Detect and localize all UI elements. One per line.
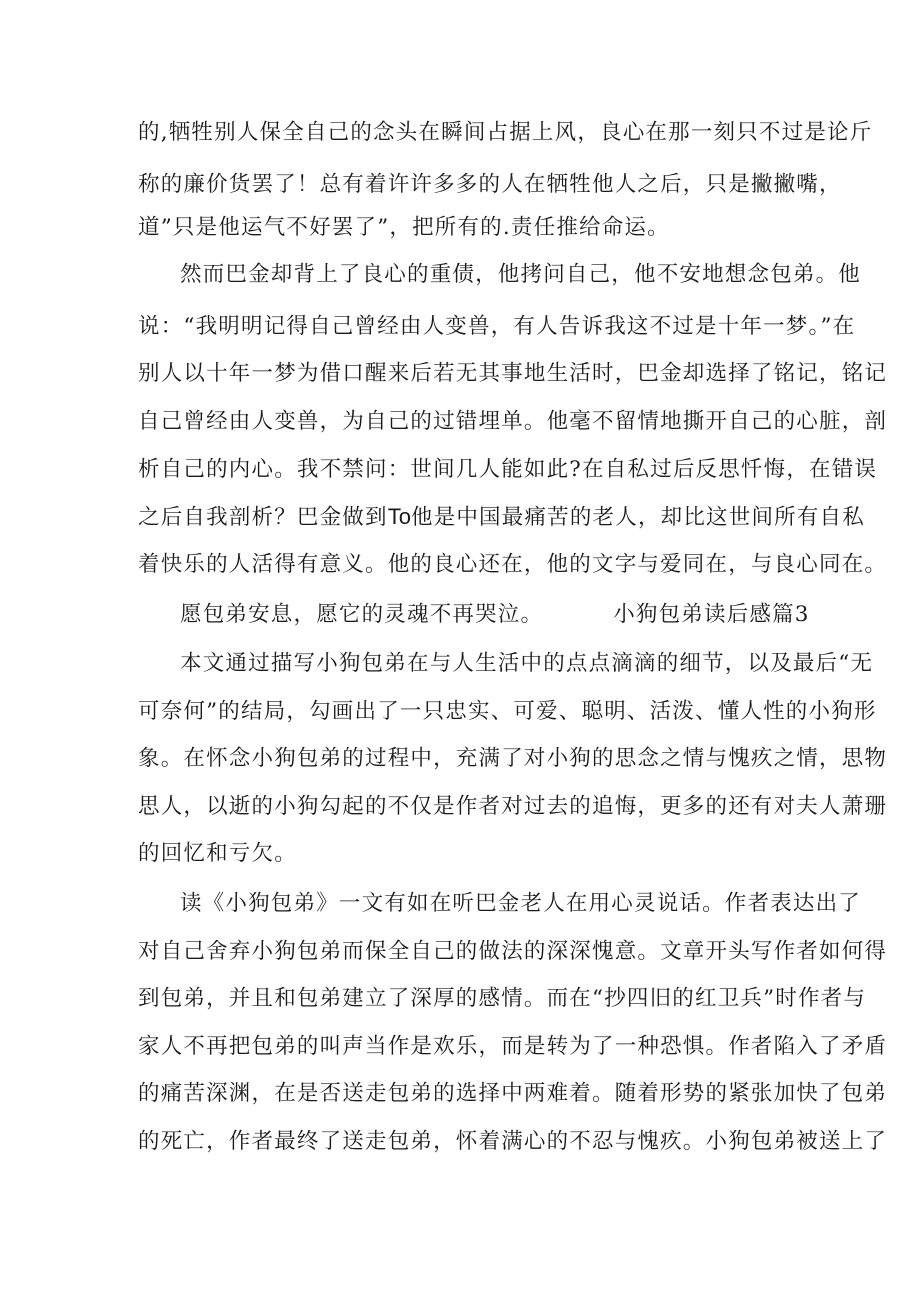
text-line: 家人不再把包弟的叫声当作是欢乐，而是转为了一种恐惧。作者陷入了矛盾 — [138, 1034, 888, 1059]
inline-latin-text: To — [387, 504, 411, 529]
text-line: 对自己舍弃小狗包弟而保全自己的做法的深深愧意。文章开头写作者如何得 — [138, 939, 888, 964]
paragraph-start: 然而巴金却背上了良心的重债，他拷问自己，他不安地想念包弟。他 — [180, 262, 862, 287]
text-line: 析自己的内心。我不禁问：世间几人能如此?在自私过后反思忏悔，在错误 — [138, 457, 878, 482]
section-heading: 小狗包弟读后感篇3 — [613, 602, 810, 627]
paragraph-start: 本文通过描写小狗包弟在与人生活中的点点滴滴的细节，以及最后“无 — [180, 651, 874, 676]
text-line: 到包弟，并且和包弟建立了深厚的感情。而在“抄四旧的红卫兵”时作者与 — [138, 986, 867, 1011]
text-line: 象。在怀念小狗包弟的过程中，充满了对小狗的思念之情与愧疚之情，思物 — [138, 746, 888, 771]
text-line: 的回忆和亏欠。 — [138, 841, 297, 866]
text-line: 的死亡，作者最终了送走包弟，怀着满心的不忍与愧疚。小狗包弟被送上了 — [138, 1129, 888, 1154]
text-segment: 他是中国最痛苦的老人，却比这世间所有自私 — [410, 505, 865, 530]
text-line: 别人以十年一梦为借口醒来后若无其事地生活时，巴金却选择了铭记，铭记 — [138, 361, 888, 386]
text-line: 道”只是他运气不好罢了”，把所有的.责任推给命运。 — [138, 215, 670, 240]
text-line: 思人，以逝的小狗勾起的不仅是作者对过去的追悔，更多的还有对夫人萧珊 — [138, 794, 888, 819]
paragraph-start: 读《小狗包弟》一文有如在听巴金老人在用心灵说话。作者表达出了 — [180, 891, 862, 916]
text-segment: 愿包弟安息，愿它的灵魂不再哭泣。 — [180, 602, 544, 627]
text-line: 称的廉价货罢了！总有着许许多多的人在牺牲他人之后，只是撇撇嘴， — [138, 172, 842, 197]
text-line: 自己曾经由人变兽，为自己的过错埋单。他毫不留情地撕开自己的心脏，剖 — [138, 409, 888, 434]
text-segment: 之后自我剖析？巴金做到 — [138, 505, 388, 530]
closing-line — [180, 600, 840, 630]
text-line: 可奈何”的结局，勾画出了一只忠实、可爱、聪明、活泼、懂人性的小狗形 — [138, 699, 877, 724]
text-line: 说：“我明明记得自己曾经由人变兽，有人告诉我这不过是十年一梦。”在 — [138, 314, 856, 339]
text-line: 的痛苦深渊，在是否送走包弟的选择中两难着。随着形势的紧张加快了包弟 — [138, 1081, 888, 1106]
text-line-mixed — [138, 502, 865, 533]
text-line: 的,牺牲别人保全自己的念头在瞬间占据上风，良心在那一刻只不过是论斤 — [138, 120, 873, 145]
text-line: 着快乐的人活得有意义。他的良心还在，他的文字与爱同在，与良心同在。 — [138, 552, 888, 577]
